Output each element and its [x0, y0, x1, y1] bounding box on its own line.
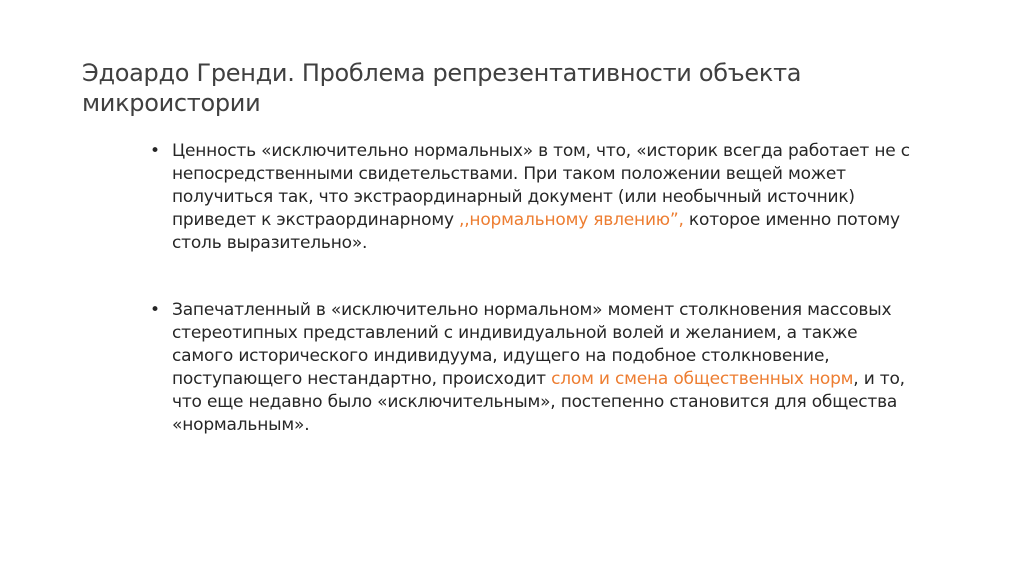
- bullet-highlight: слом и смена общественных норм: [551, 369, 854, 389]
- slide-title: Эдоардо Гренди. Проблема репрезентативности объекта микроистории: [82, 59, 802, 117]
- bullet-text-end: которое именно потому столь выразительно».: [172, 210, 900, 253]
- bullet-text-end: , и то, что еще недавно было «исключительным», постепенно становится для общества «нормальным».: [172, 369, 905, 435]
- bullet-item: [150, 299, 910, 437]
- bullet-text: Запечатленный в «исключительно нормальном» момент столкновения массовых стереотипных представлений с индивидуальной волей и желанием, а также самого исторического индивидуума, идущего на подобное столкновение, поступающего нестандартно, происходит: [172, 300, 892, 389]
- slide-body: [150, 140, 910, 437]
- bullet-icon: •: [150, 300, 160, 320]
- bullet-highlight: ,,нормальному явлению”,: [459, 210, 684, 230]
- bullet-text: Ценность «исключительно нормальных» в том, что, «историк всегда работает не с непосредственными свидетельствами. При таком положении вещей может получиться так, что экстраординарный документ (или необычный источник) приведет к экстраординарному: [172, 141, 910, 230]
- bullet-item: [150, 140, 910, 255]
- bullet-icon: •: [150, 141, 160, 161]
